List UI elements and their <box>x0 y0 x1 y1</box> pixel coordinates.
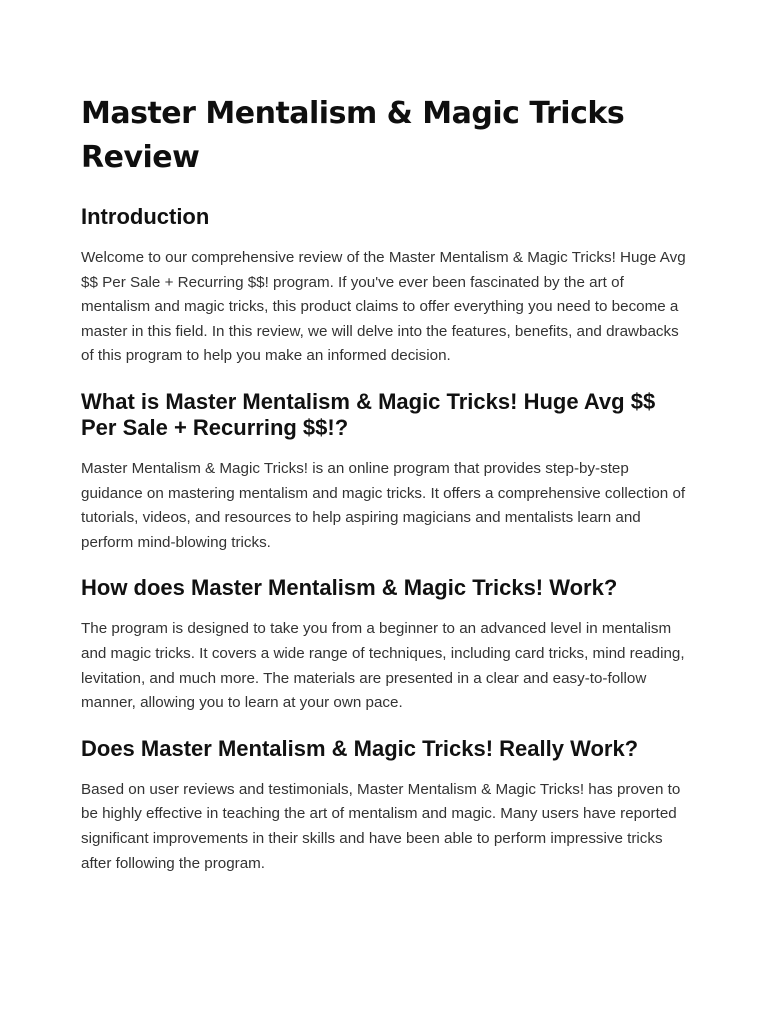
section-paragraph: The program is designed to take you from a beginner to an advanced level in mentalism and magic tricks. It covers a wide range of techniques, including card tricks, mind reading, levitation, and much more. The materials are presented in a clear and easy-to-follow manner, allowing you to learn at your own pace. <box>81 620 685 712</box>
section-heading: Does Master Mentalism & Magic Tricks! Really Work? <box>81 735 639 761</box>
section-heading: Introduction <box>81 204 210 229</box>
section-how-it-works <box>81 575 691 715</box>
section-paragraph: Welcome to our comprehensive review of the Master Mentalism & Magic Tricks! Huge Avg $$ Per Sale + Recurring $$! program. If you've ever been fascinated by the art of mentalism and magic tricks, this product claims to offer everything you need to become a master in this field. In this review, we will delve into the features, benefits, and drawbacks of this program to help you make an informed decision. <box>81 249 686 365</box>
section-paragraph: Master Mentalism & Magic Tricks! is an online program that provides step-by-step guidance on mastering mentalism and magic tricks. It offers a comprehensive collection of tutorials, videos, and resources to help aspiring magicians and mentalists learn and perform mind-blowing tricks. <box>81 459 686 551</box>
section-heading: How does Master Mentalism & Magic Tricks! Work? <box>81 575 618 601</box>
section-heading: What is Master Mentalism & Magic Tricks! Huge Avg $$ Per Sale + Recurring $$!? <box>81 388 656 440</box>
document-title: Master Mentalism & Magic Tricks Review <box>81 96 625 175</box>
section-introduction <box>81 204 691 369</box>
section-paragraph: Based on user reviews and testimonials, Master Mentalism & Magic Tricks! has proven to be highly effective in teaching the art of mentalism and magic. Many users have reported significant improvements in their skills and have been able to perform impressive tricks after following the program. <box>81 780 681 872</box>
section-does-it-work <box>81 736 691 876</box>
document-page <box>81 92 691 896</box>
section-what-is <box>81 389 691 555</box>
